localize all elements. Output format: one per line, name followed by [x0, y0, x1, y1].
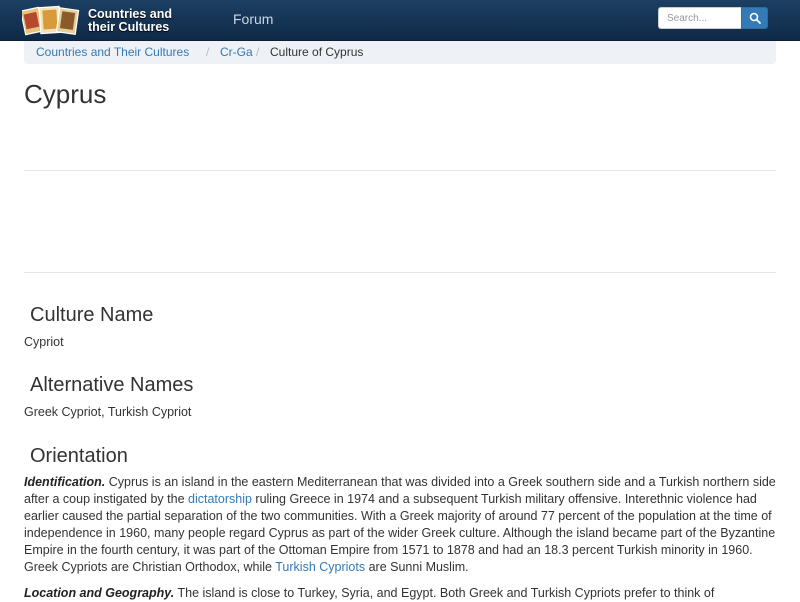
orientation-identification-paragraph	[24, 474, 776, 576]
search-form	[658, 7, 768, 29]
logo-photos-icon	[22, 4, 84, 38]
logo-line-2: their Cultures	[88, 20, 170, 34]
link-dictatorship[interactable]: dictatorship	[188, 492, 252, 506]
site-logo[interactable]	[22, 3, 222, 37]
section-heading-alternative-names: Alternative Names	[30, 374, 194, 396]
divider	[24, 170, 776, 171]
search-button[interactable]	[741, 7, 768, 29]
orientation-location-paragraph	[24, 585, 776, 602]
alternative-names-text: Greek Cypriot, Turkish Cypriot	[24, 405, 192, 419]
breadcrumb-separator: /	[206, 45, 210, 59]
paragraph-text: ruling Greece in 1974 and a subsequent Turkish military offensive. Interethnic violence had earlier caused the partial separation of the two communities. With a Greek majority of around 77 percent of the population at the time of independence in 1960, many people regard Cyprus as part of the wider Greek culture. Although the island became part of the Byzantine Empire in the fourth century, it was part of the Ottoman Empire from 1571 to 1878 and had an 18.3 percent Turkish minority in 1960. Greek Cypriots are Christian Orthodox, while	[24, 492, 776, 574]
breadcrumb-separator: /	[256, 45, 260, 59]
breadcrumb	[24, 41, 776, 64]
paragraph-lead: Location and Geography.	[24, 586, 175, 600]
breadcrumb-link-countries[interactable]: Countries and Their Cultures	[36, 45, 190, 59]
paragraph-text: Cyprus is an island in the eastern Mediterranean that was divided into a Greek southern side and a Turkish northern side after a coup instigated by the	[24, 475, 776, 506]
top-navbar	[0, 0, 800, 41]
paragraph-lead: Identification.	[24, 475, 106, 489]
paragraph-text: The island is close to Turkey, Syria, and Egypt. Both Greek and Turkish Cypriots prefer to think of	[174, 586, 715, 600]
culture-name-text: Cypriot	[24, 335, 64, 349]
logo-line-1: Countries and	[88, 7, 173, 21]
nav-forum-link[interactable]: Forum	[233, 11, 274, 27]
page-title: Cyprus	[24, 79, 107, 109]
section-heading-culture-name: Culture Name	[30, 304, 154, 326]
breadcrumb-current: Culture of Cyprus	[270, 45, 364, 59]
link-turkish-cypriots[interactable]: Turkish Cypriots	[275, 560, 366, 574]
divider	[24, 272, 776, 273]
section-heading-orientation: Orientation	[30, 445, 128, 467]
breadcrumb-link-cr-ga[interactable]: Cr-Ga	[220, 45, 253, 59]
paragraph-text: are Sunni Muslim.	[365, 560, 469, 574]
logo-text	[88, 8, 172, 34]
search-icon	[749, 12, 761, 24]
search-input[interactable]	[658, 7, 749, 29]
